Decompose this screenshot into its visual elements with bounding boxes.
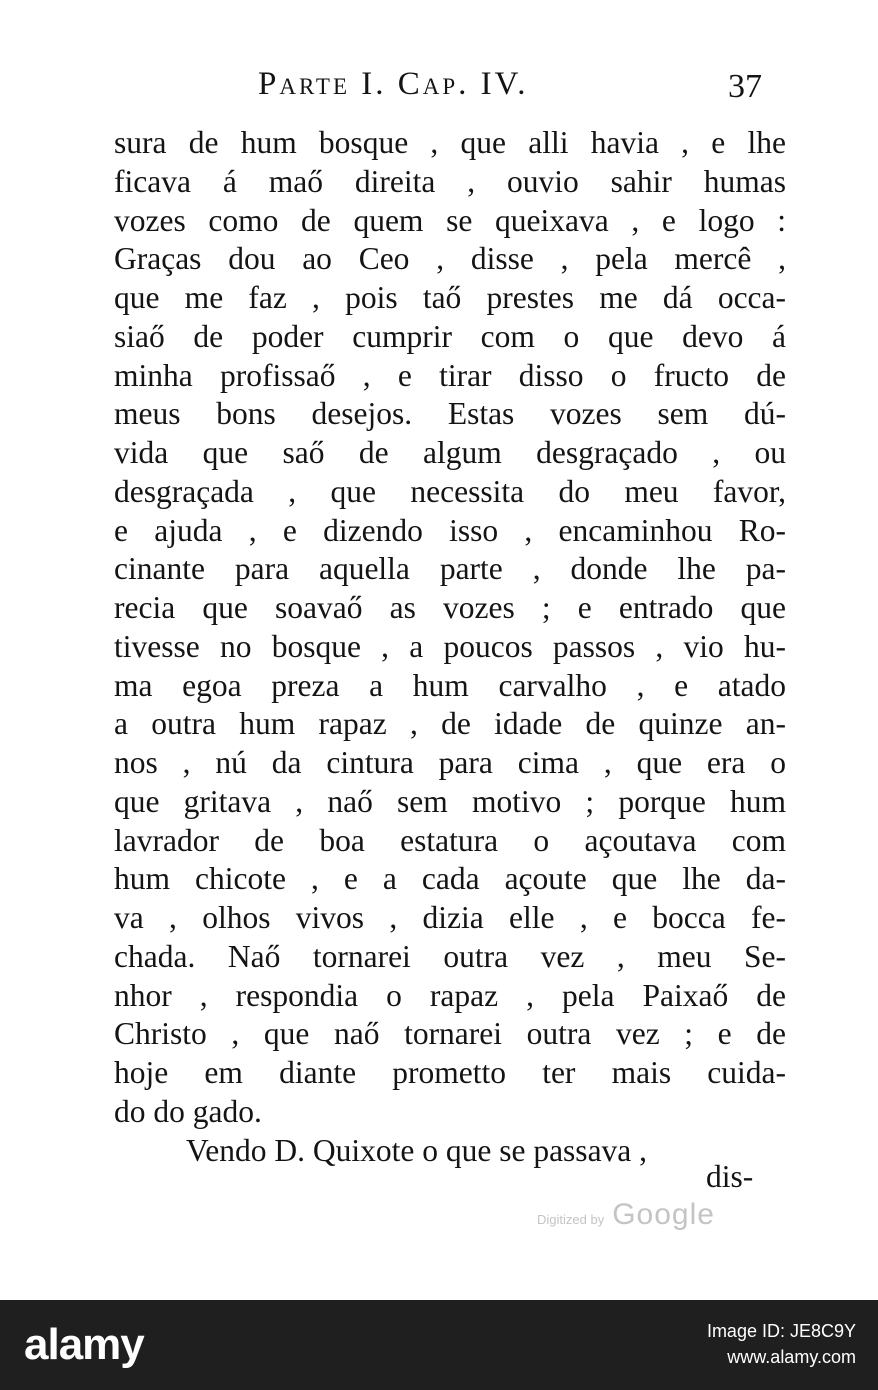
site-url: www.alamy.com	[727, 1347, 856, 1367]
text-line: e ajuda , e dizendo isso , encaminhou Ro-	[114, 512, 786, 548]
text-line: minha profissaő , e tirar disso o fructo de	[114, 357, 786, 393]
google-watermark	[537, 1198, 715, 1232]
text-line: desgraçada , que necessita do meu favor,	[114, 473, 786, 509]
text-line: lavrador de boa estatura o açoutava com	[114, 822, 786, 858]
text-line: cinante para aquella parte , donde lhe pa-	[114, 551, 786, 587]
body-text	[114, 124, 786, 1170]
text-line: vida que saő de algum desgraçado , ou	[114, 435, 786, 470]
text-line: Graças dou ao Ceo , disse , pela mercê ,	[114, 241, 786, 277]
watermark-prefix: Digitized by	[537, 1212, 605, 1227]
text-line: hum chicote , e a cada açoute que lhe da-	[114, 861, 786, 897]
running-head: Parte I. Cap. IV.	[258, 66, 529, 102]
text-line: ficava á maő direita , ouvio sahir humas	[114, 163, 786, 199]
alamy-logo: alamy	[24, 1320, 144, 1369]
text-line: a outra hum rapaz , de idade de quinze an-	[114, 706, 786, 742]
footer-info	[707, 1318, 856, 1370]
text-line: siaő de poder cumprir com o que devo á	[114, 318, 786, 354]
text-line: vozes como de quem se queixava , e logo :	[114, 202, 786, 238]
text-line: do do gado.	[114, 1093, 262, 1129]
text-line: recia que soavaő as vozes ; e entrado que	[114, 590, 786, 625]
text-line: va , olhos vivos , dizia elle , e bocca fe-	[114, 900, 786, 935]
watermark-brand: Google	[612, 1198, 715, 1231]
text-line: sura de hum bosque , que alli havia , e lhe	[114, 125, 786, 160]
text-line: meus bons desejos. Estas vozes sem dú-	[114, 396, 786, 432]
paragraph-start-line: Vendo D. Quixote o que se passava ,	[186, 1132, 648, 1168]
text-line: nhor , respondia o rapaz , pela Paixaő de	[114, 977, 786, 1013]
text-line: Christo , que naő tornarei outra vez ; e de	[114, 1016, 786, 1052]
page-number: 37	[728, 68, 762, 105]
text-line: ma egoa preza a hum carvalho , e atado	[114, 667, 786, 703]
stock-footer-bar	[0, 1300, 878, 1390]
text-line: chada. Naő tornarei outra vez , meu Se-	[114, 938, 786, 974]
text-line: que me faz , pois taő prestes me dá occa-	[114, 280, 786, 315]
text-line: nos , nú da cintura para cima , que era o	[114, 745, 786, 780]
image-id: Image ID: JE8C9Y	[706, 1321, 856, 1341]
text-line: hoje em diante prometto ter mais cuida-	[114, 1055, 786, 1090]
text-line: tivesse no bosque , a poucos passos , vio hu-	[114, 628, 786, 664]
catchword: dis-	[706, 1159, 754, 1194]
text-line: que gritava , naő sem motivo ; porque hum	[114, 783, 786, 819]
